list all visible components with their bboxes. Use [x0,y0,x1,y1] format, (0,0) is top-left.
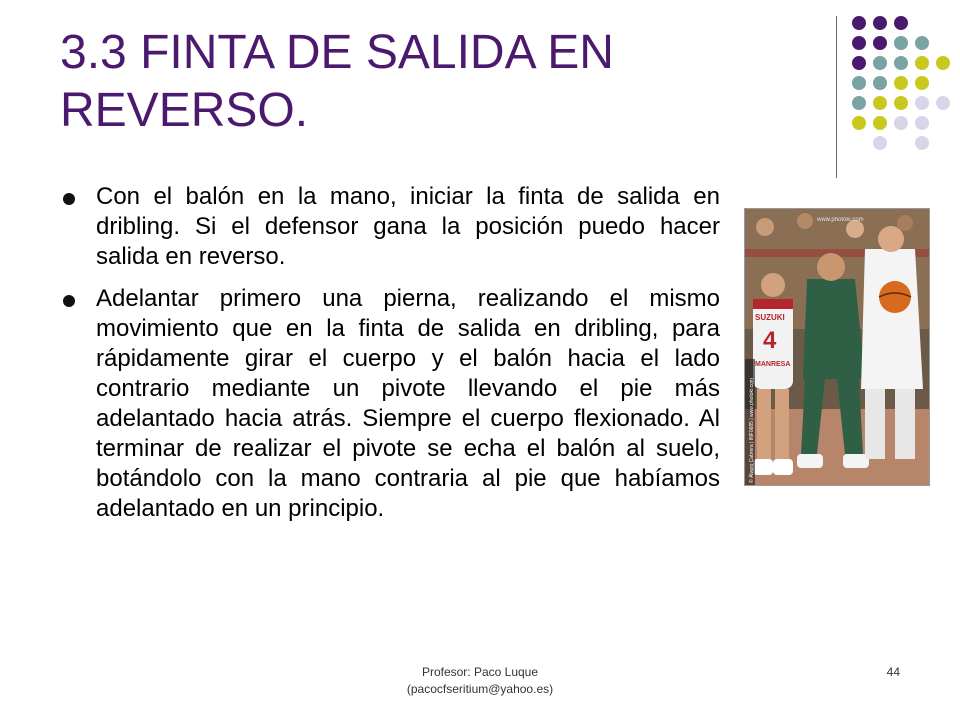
decorative-dot [873,16,887,30]
decorative-dot [873,36,887,50]
footer-author [330,664,630,698]
decorative-dot [915,56,929,70]
decorative-dot [894,56,908,70]
decorative-dot [852,36,866,50]
decorative-dot [936,96,950,110]
decorative-dot [873,136,887,150]
decorative-dot [915,76,929,90]
decorative-dot [852,56,866,70]
decorative-dot [852,16,866,30]
bullet-text: Con el balón en la mano, iniciar la finta de salida en dribling. Si el defensor gana la posición puedo hacer salida en reverso. [96,183,720,270]
decorative-dot [852,76,866,90]
decorative-dot [852,96,866,110]
decorative-dot [915,96,929,110]
decorative-divider-line [836,16,837,178]
decorative-dot [894,116,908,130]
bullet-item [60,182,720,272]
bullet-text: Adelantar primero una pierna, realizando el mismo movimiento que en la finta de salida en dribling, para rápidamente girar el cuerpo y el balón hacia el lado contrario mediante un pivote llevando el pie más adelantado hacia atrás. Siempre el cuerpo flexionado. Al terminar de realizar el pivote se echa el balón al suelo, botándolo con la mano contraria al pie que habíamos adelantado en un principio. [96,285,720,522]
jersey-text-2: MANRESA [755,361,791,368]
bullet-list [60,182,720,536]
jersey-number: 4 [763,327,777,354]
decorative-dot [915,116,929,130]
decorative-dot [915,136,929,150]
page-number: 44 [886,665,900,679]
decorative-dot [915,36,929,50]
photo-watermark: www.photoki.com [817,217,864,223]
decorative-dot [873,76,887,90]
bullet-marker-icon [63,193,75,205]
decorative-dot [873,96,887,110]
basketball-photo [744,208,930,486]
decorative-dot [894,96,908,110]
decorative-dot [936,56,950,70]
decorative-dot [894,16,908,30]
decorative-dot [852,116,866,130]
decorative-dot [873,116,887,130]
slide-title: 3.3 FINTA DE SALIDA EN REVERSO. [60,26,614,137]
footer-author-email: (pacocfseritium@yahoo.es) [406,682,554,696]
decorative-dot [894,36,908,50]
decorative-dot [894,76,908,90]
jersey-text: SUZUKI [755,313,785,322]
bullet-item [60,284,720,524]
decorative-dot [873,56,887,70]
footer-author-name: Profesor: Paco Luque [421,665,539,679]
photo-credit: © Álvaro Cabrera | INF0685 | www.photoki.com [749,378,755,483]
bullet-marker-icon [63,295,75,307]
